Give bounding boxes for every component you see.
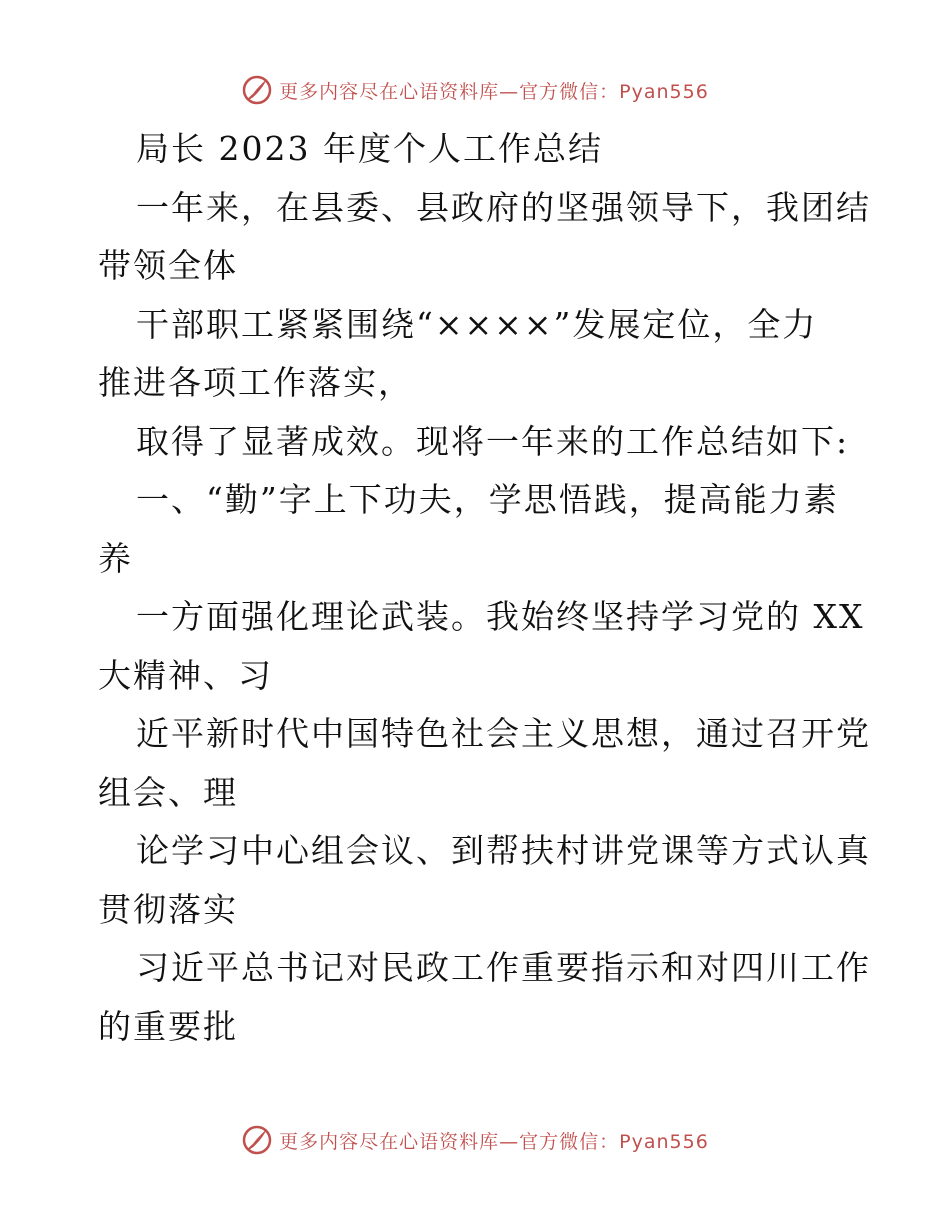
paragraph-line: 带领全体: [98, 246, 238, 285]
paragraph-line: 组会、理: [98, 772, 238, 812]
document-body: [98, 120, 871, 1056]
paragraph-line: 习近平总书记对民政工作重要指示和对四川工作: [136, 948, 871, 987]
paragraph-line: 推进各项工作落实，: [98, 363, 413, 402]
paragraph-line: 取得了显著成效。现将一年来的工作总结如下:: [136, 421, 850, 461]
quill-logo-icon: [241, 74, 273, 106]
paragraph-line: 贯彻落实: [98, 889, 238, 929]
paragraph-line: 大精神、习: [98, 655, 273, 695]
paragraph-line: 一方面强化理论武装。我始终坚持学习党的 XX: [136, 597, 865, 636]
document-title: 局长 2023 年度个人工作总结: [136, 129, 603, 168]
paragraph-line: 论学习中心组会议、到帮扶村讲党课等方式认真: [136, 831, 871, 870]
watermark-text: 更多内容尽在心语资料库—官方微信：Pyan556: [279, 1130, 709, 1153]
section-heading-continued: 养: [98, 538, 133, 578]
paragraph-line: 的重要批: [98, 1006, 238, 1046]
footer-watermark: [0, 1120, 950, 1160]
watermark-text: 更多内容尽在心语资料库—官方微信：Pyan556: [279, 80, 709, 103]
paragraph-line: 一年来，在县委、县政府的坚强领导下，我团结: [136, 187, 871, 227]
quill-logo-icon: [241, 1124, 273, 1156]
header-watermark: [0, 70, 950, 110]
section-heading: 一、“勤”字上下功夫，学思悟践，提高能力素: [136, 480, 839, 519]
paragraph-line: 干部职工紧紧围绕“××××”发展定位，全力: [136, 304, 818, 344]
paragraph-line: 近平新时代中国特色社会主义思想，通过召开党: [136, 714, 871, 753]
